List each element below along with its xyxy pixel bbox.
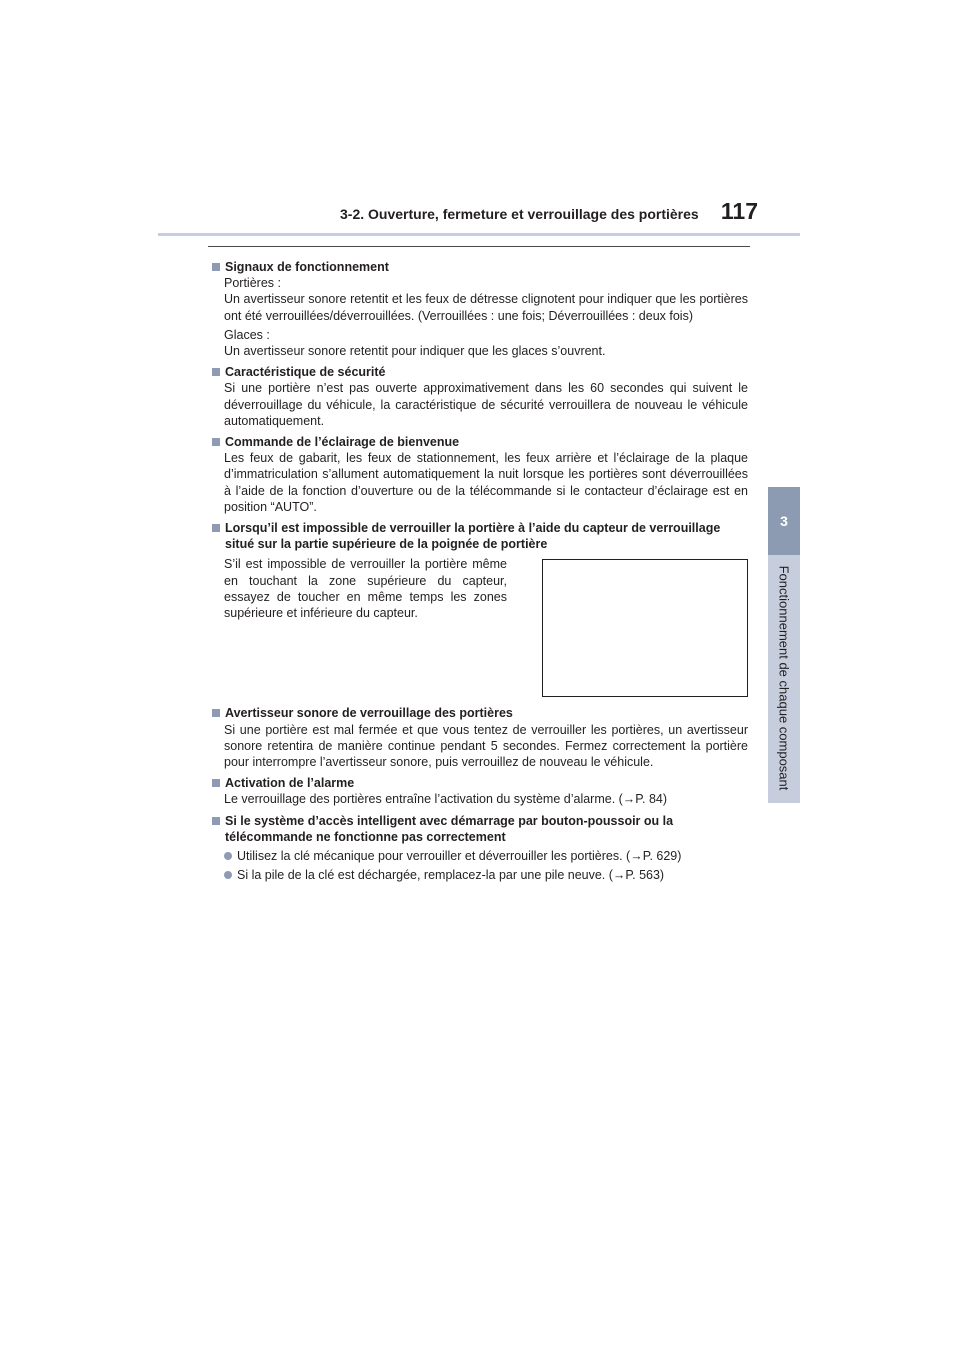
header-rule (158, 233, 800, 236)
section-heading (212, 813, 748, 845)
label-windows: Glaces : (224, 327, 270, 342)
paragraph: Si une portière est mal fermée et que vous tentez de verrouiller les portières, un avertisseur sonore retentira de manière continue pendant 5 secondes. Fermez correctement la portière pour interrompre l’avertisseur sonore, puis verrouillez de nouveau le véhicule. (224, 722, 748, 770)
section-alarm-activation (212, 775, 748, 807)
square-bullet-icon (212, 368, 220, 376)
round-bullet-icon (224, 871, 232, 879)
section-heading (212, 775, 748, 791)
list-item (224, 867, 748, 883)
list-item-text: Utilisez la clé mécanique pour verrouiller et déverrouiller les portières. (→P. 629) (237, 849, 682, 864)
chapter-number: 3 (780, 513, 788, 529)
section-title: Commande de l’éclairage de bienvenue (225, 435, 460, 450)
square-bullet-icon (212, 524, 220, 532)
list-item (224, 848, 748, 864)
paragraph (224, 327, 748, 359)
paragraph: Si une portière n’est pas ouverte approximativement dans les 60 secondes qui suivent le déverrouillage du véhicule, la caractéristique de sécurité verrouillera de nouveau le véhicule automatiquement. (224, 381, 748, 428)
list-item-text: Si la pile de la clé est déchargée, remplacez-la par une pile neuve. (→P. 563) (237, 868, 665, 883)
square-bullet-icon (212, 263, 220, 271)
section-heading (212, 705, 748, 721)
paragraph: Le verrouillage des portières entraîne l’activation du système d’alarme. (→P. 84) (224, 792, 668, 807)
section-lock-buzzer (212, 705, 748, 770)
round-bullet-icon (224, 852, 232, 860)
section-header-title: 3-2. Ouverture, fermeture et verrouillage des portières (340, 206, 699, 222)
chapter-title: Fonctionnement de chaque composant (776, 565, 792, 791)
section-lock-sensor (212, 520, 748, 697)
section-title: Activation de l’alarme (225, 776, 355, 791)
text-windows: Un avertisseur sonore retentit pour indiquer que les glaces s’ouvrent. (224, 344, 606, 359)
page-number: 117 (720, 198, 758, 224)
square-bullet-icon (212, 779, 220, 787)
section-welcome-lighting (212, 434, 748, 515)
section-operation-signals (212, 259, 748, 359)
section-heading (212, 434, 748, 450)
figure-row (224, 556, 748, 697)
label-doors: Portières : (224, 276, 281, 291)
section-heading (212, 259, 748, 275)
text-doors: Un avertisseur sonore retentit et les feux de détresse clignotent pour indiquer que les portières ont été verrouillées/déverrouillées. (Verrouillées : une fois; Déverrouillées : deux fois) (224, 292, 748, 323)
page-content (212, 259, 748, 888)
section-title: Caractéristique de sécurité (225, 365, 386, 380)
section-title: Si le système d’accès intelligent avec démarrage par bouton-poussoir ou la télécommande ne fonctionne pas correctement (225, 813, 674, 844)
square-bullet-icon (212, 709, 220, 717)
section-heading (212, 364, 748, 380)
paragraph (224, 275, 748, 324)
chapter-tab (768, 487, 800, 555)
figure-caption: S’il est impossible de verrouiller la portière même en touchant la zone supérieure du capteur, essayez de toucher en même temps les zones supérieure et inférieure du capteur. (224, 557, 507, 621)
section-title: Avertisseur sonore de verrouillage des portières (225, 706, 513, 721)
section-smart-access-fault (212, 813, 748, 884)
square-bullet-icon (212, 817, 220, 825)
paragraph: Les feux de gabarit, les feux de stationnement, les feux arrière et l’éclairage de la plaque d’immatriculation s’allument automatiquement la nuit lorsque les portières sont déverrouillées à l’aide de la fonction d’ouverture ou de la télécommande si le contacteur d’éclairage est en position “AUTO”. (224, 451, 748, 514)
section-title: Signaux de fonctionnement (225, 260, 389, 274)
section-title: Lorsqu’il est impossible de verrouiller la portière à l’aide du capteur de verrouillage situé sur la partie supérieure de la poignée de portière (225, 521, 721, 552)
section-heading (212, 520, 748, 552)
square-bullet-icon (212, 438, 220, 446)
door-handle-figure (542, 559, 748, 697)
section-security-feature (212, 364, 748, 429)
content-rule (208, 246, 750, 247)
